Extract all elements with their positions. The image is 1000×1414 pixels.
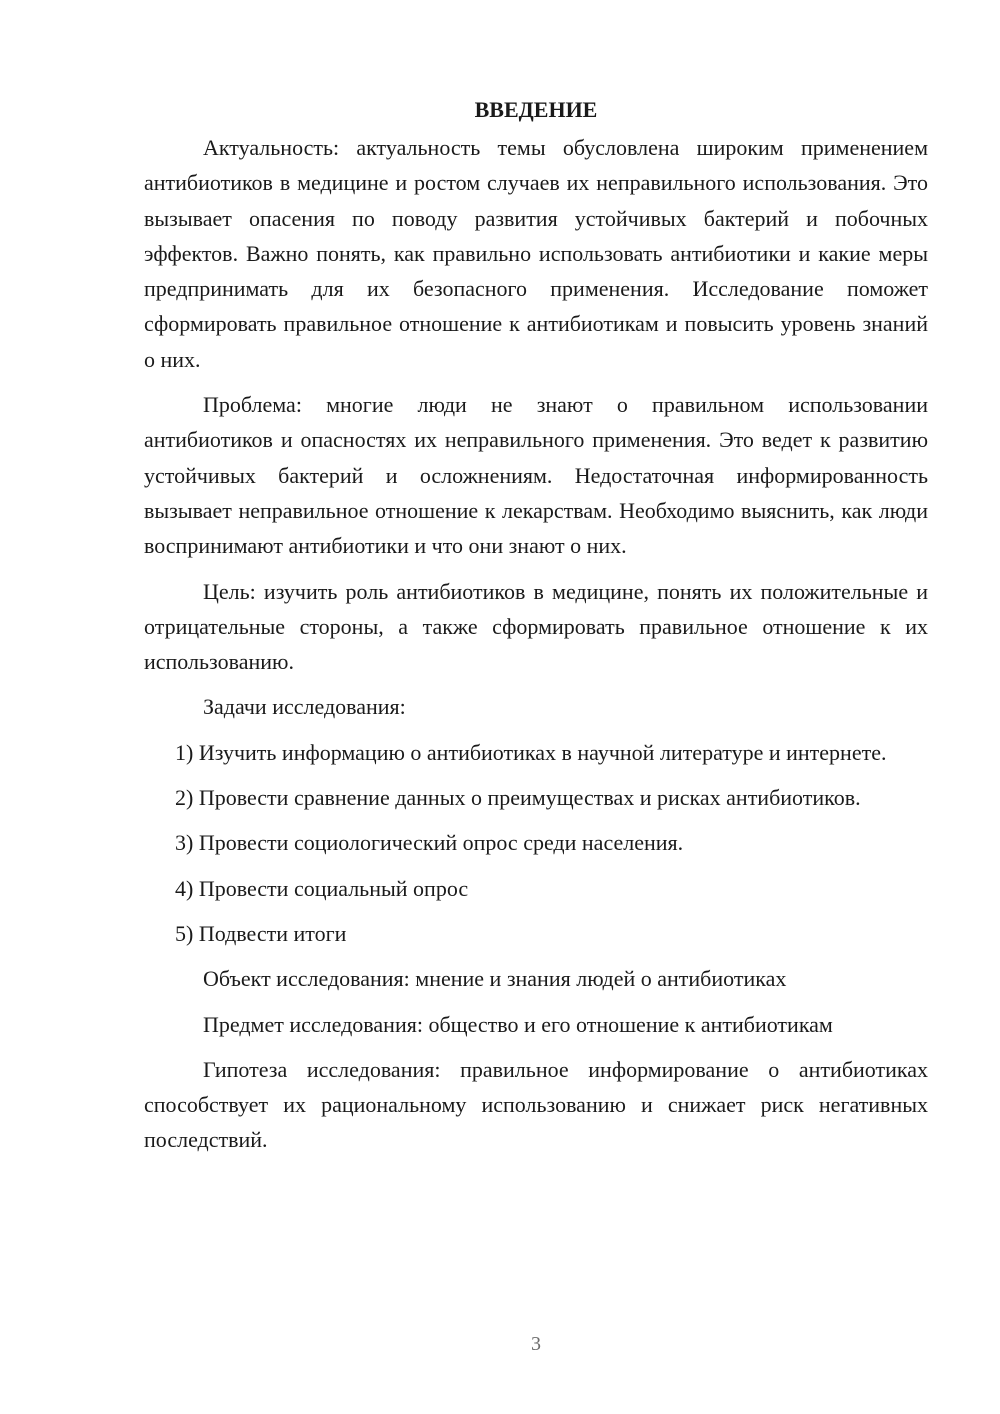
task-item-2: 2) Провести сравнение данных о преимуществах и рисках антибиотиков. — [175, 785, 861, 811]
goal-paragraph: Цель: изучить роль антибиотиков в медицине, понять их положительные и отрицательные стороны, а также сформировать правильное отношение к их использованию. — [144, 578, 928, 675]
task-item-5: 5) Подвести итоги — [175, 920, 347, 946]
hypothesis-paragraph: Гипотеза исследования: правильное информирование о антибиотиках способствует их рациональному использованию и снижает риск негативных последствий. — [144, 1056, 928, 1153]
tasks-heading: Задачи исследования: — [203, 694, 406, 720]
task-item-3: 3) Провести социологический опрос среди населения. — [175, 830, 684, 856]
section-title: ВВЕДЕНИЕ — [474, 97, 598, 122]
relevance-paragraph: Актуальность: актуальность темы обусловлена широким применением антибиотиков в медицине и ростом случаев их неправильного использования. Это вызывает опасения по поводу развития устойчивых бактерий и побочных эффектов. Важно понять, как правильно использовать антибиотики и какие меры предпринимать для их безопасного применения. Исследование поможет сформировать правильное отношение к антибиотикам и повысить уровень знаний о них. — [144, 135, 928, 372]
subject-paragraph: Предмет исследования: общество и его отношение к антибиотикам — [203, 1011, 833, 1037]
problem-paragraph: Проблема: многие люди не знают о правильном использовании антибиотиков и опасностях их неправильного применения. Это ведет к развитию устойчивых бактерий и осложнениям. Недостаточная информированность вызывает неправильное отношение к лекарствам. Необходимо выяснить, как люди воспринимают антибиотики и что они знают о них. — [144, 392, 928, 559]
task-item-1: 1) Изучить информацию о антибиотиках в научной литературе и интернете. — [175, 739, 887, 765]
document-page — [144, 94, 928, 1168]
page-number: 3 — [531, 1333, 541, 1355]
object-paragraph: Объект исследования: мнение и знания людей о антибиотиках — [203, 966, 787, 992]
task-item-4: 4) Провести социальный опрос — [175, 875, 469, 901]
